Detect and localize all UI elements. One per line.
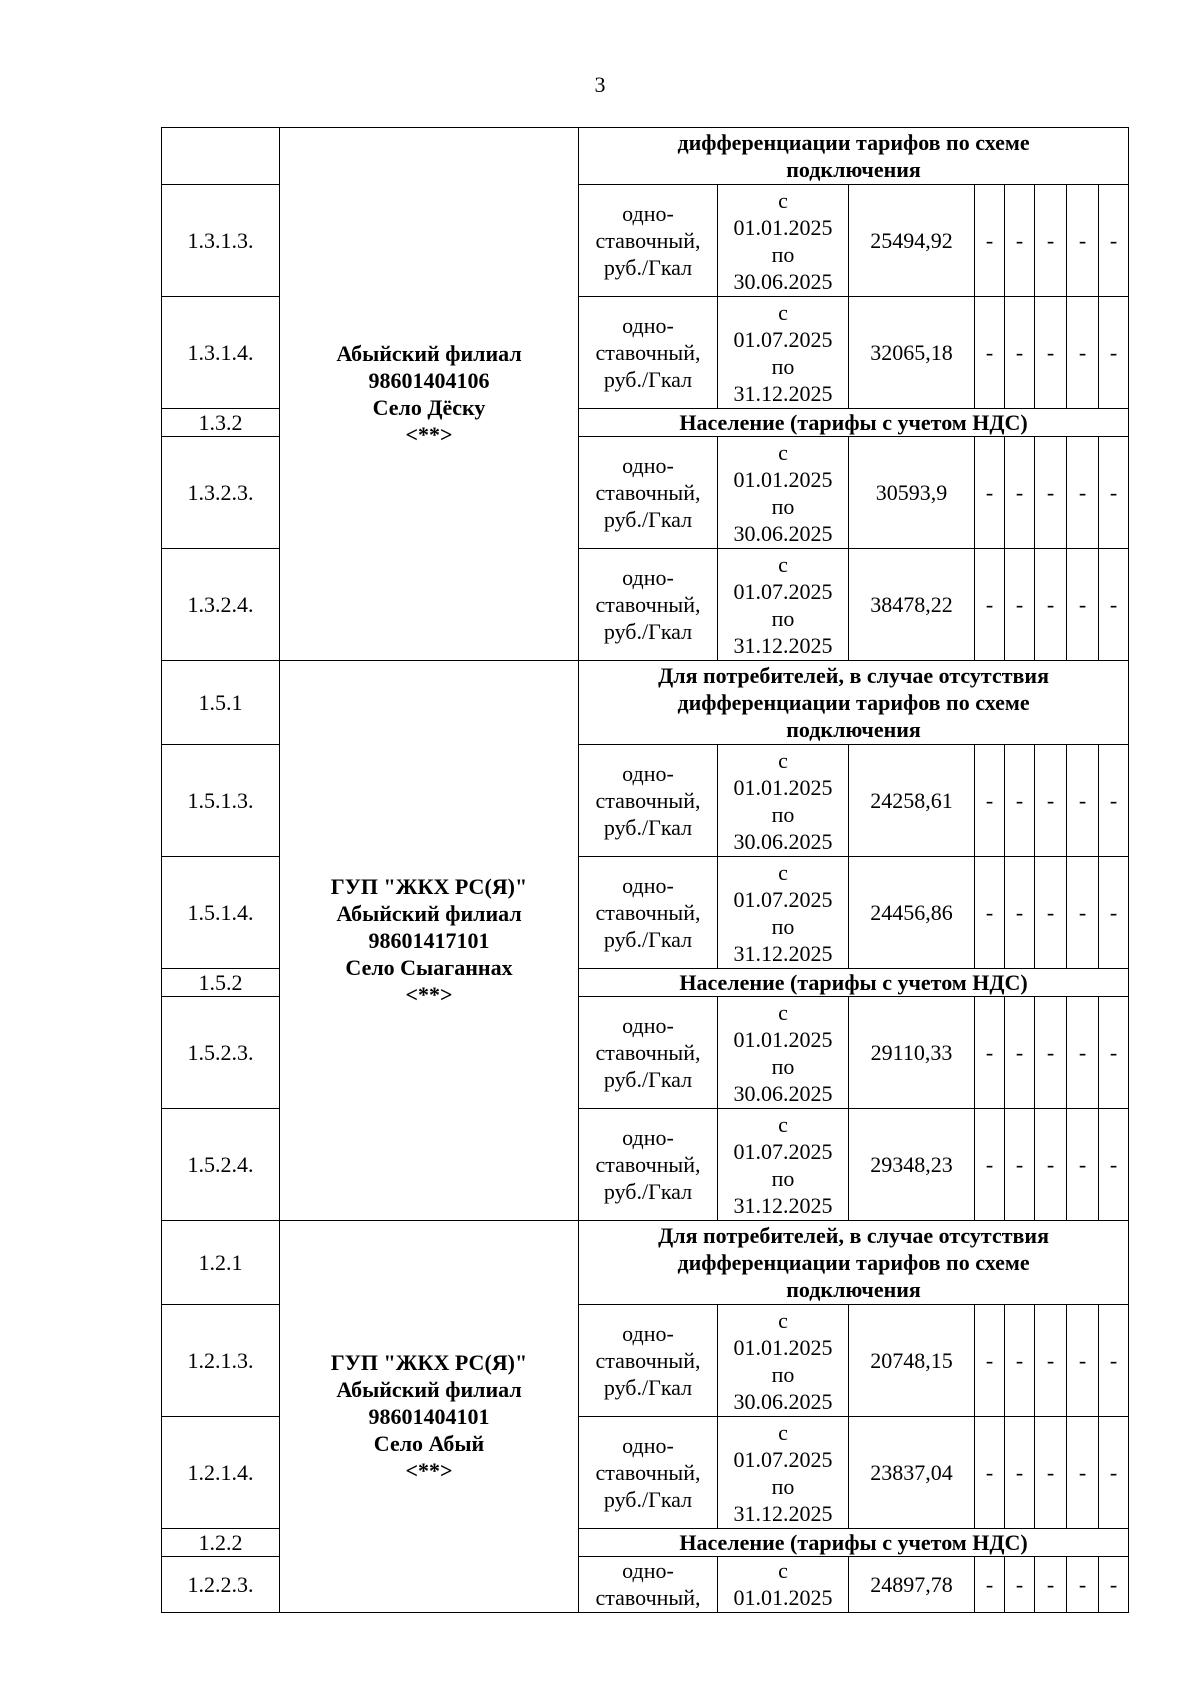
empty-value-cell: - [1035,857,1067,969]
organization-name [280,340,578,448]
cell-line: Для потребителей, в случае отсутствия [658,1223,1049,1248]
rate-type-cell [579,1417,718,1529]
cell-line: 01.01.2025 [733,1585,833,1610]
row-code-cell: 1.5.1 [162,661,280,745]
row-code-cell: 1.2.1.4. [162,1417,280,1529]
row-code-cell: 1.5.1.4. [162,857,280,969]
cell-line: ставочный, [595,592,701,617]
cell-line: по [771,605,795,631]
empty-value-cell: - [1005,1557,1035,1613]
cell-line: ставочный, [595,1348,701,1373]
empty-value-cell: - [975,549,1005,661]
cell-line: ставочный, [595,788,701,813]
cell-line: Село Абый [373,1431,485,1456]
period-cell [718,997,849,1109]
row-code-cell: 1.3.2.4. [162,549,280,661]
period-cell [718,1109,849,1221]
empty-value-cell: - [1005,997,1035,1109]
empty-value-cell: - [1067,1109,1099,1221]
cell-line: по [771,493,795,519]
row-code-cell: 1.3.1.3. [162,185,280,297]
period-cell [718,1557,849,1613]
rate-type-cell [579,297,718,409]
organization-name [280,873,578,1008]
empty-value-cell: - [1035,997,1067,1109]
empty-value-cell: - [975,1557,1005,1613]
cell-line: руб./Гкал [603,1375,693,1400]
empty-value-cell: - [1099,1109,1129,1221]
tariff-value-cell: 38478,22 [849,549,975,661]
table-row [162,128,1129,185]
tariff-value-cell: 32065,18 [849,297,975,409]
tariff-value-cell: 29348,23 [849,1109,975,1221]
empty-value-cell: - [1099,1557,1129,1613]
cell-line: Село Дёску [372,395,486,420]
cell-line: одно- [622,1125,674,1150]
cell-line: с [778,747,788,773]
row-code-cell: 1.5.2.3. [162,997,280,1109]
cell-line: 01.07.2025 [733,1446,833,1472]
row-code-cell: 1.2.1.3. [162,1305,280,1417]
empty-value-cell: - [1005,297,1035,409]
cell-line: по [771,801,795,827]
organization-cell [280,1221,579,1613]
cell-line: ставочный, [595,1040,701,1065]
rate-type-cell [579,549,718,661]
page-number: 3 [594,72,606,97]
cell-line: 01.01.2025 [733,1026,833,1052]
empty-value-cell: - [1035,437,1067,549]
period-cell [718,1305,849,1417]
cell-line: по [771,1165,795,1191]
empty-value-cell: - [1005,857,1035,969]
cell-line: руб./Гкал [603,507,693,532]
empty-value-cell: - [1035,1417,1067,1529]
cell-line: <**> [405,1458,453,1483]
cell-line: руб./Гкал [603,619,693,644]
tariff-value-cell: 30593,9 [849,437,975,549]
empty-value-cell: - [1067,1305,1099,1417]
cell-line: ставочный, [595,480,701,505]
cell-line: руб./Гкал [603,367,693,392]
period-cell [718,549,849,661]
tariff-value-cell: 29110,33 [849,997,975,1109]
section-header-cell [579,969,1129,997]
cell-line: Село Сыаганнах [345,955,513,980]
row-code-cell: 1.3.2 [162,409,280,437]
cell-line: подключения [786,717,921,742]
cell-line: руб./Гкал [603,815,693,840]
cell-line: Население (тарифы с учетом НДС) [679,970,1028,995]
cell-line: одно- [622,761,674,786]
organization-name [280,1349,578,1484]
cell-line: ГУП "ЖКХ РС(Я)" [330,1350,528,1375]
cell-line: с [778,859,788,885]
cell-line: одно- [622,1013,674,1038]
cell-line: руб./Гкал [603,1487,693,1512]
tariff-value-cell: 24456,86 [849,857,975,969]
empty-value-cell: - [1035,185,1067,297]
empty-value-cell: - [1005,1305,1035,1417]
row-code-cell: 1.5.1.3. [162,745,280,857]
empty-value-cell: - [1099,1305,1129,1417]
empty-value-cell: - [1067,997,1099,1109]
cell-line: с [778,551,788,577]
cell-line: одно- [622,565,674,590]
cell-line: по [771,1053,795,1079]
cell-line: 01.01.2025 [733,214,833,240]
empty-value-cell: - [1035,1109,1067,1221]
section-header-cell [579,1221,1129,1305]
tariff-value-cell: 24897,78 [849,1557,975,1613]
cell-line: Для потребителей, в случае отсутствия [658,663,1049,688]
table-row [162,1221,1129,1305]
section-header-cell [579,409,1129,437]
rate-type-cell [579,437,718,549]
row-code-cell [162,128,280,185]
cell-line: с [778,1558,788,1583]
row-code-cell: 1.2.1 [162,1221,280,1305]
empty-value-cell: - [1035,1557,1067,1613]
empty-value-cell: - [1035,1305,1067,1417]
empty-value-cell: - [1035,745,1067,857]
empty-value-cell: - [975,297,1005,409]
cell-line: 30.06.2025 [733,268,833,294]
cell-line: ставочный, [595,1585,701,1610]
empty-value-cell: - [1005,437,1035,549]
empty-value-cell: - [1005,549,1035,661]
cell-line: с [778,439,788,465]
empty-value-cell: - [1067,185,1099,297]
empty-value-cell: - [1067,1557,1099,1613]
cell-line: по [771,913,795,939]
cell-line: ГУП "ЖКХ РС(Я)" [330,874,528,899]
cell-line: ставочный, [595,228,701,253]
cell-line: Абыйский филиал [336,341,522,366]
cell-line: 31.12.2025 [733,1500,833,1526]
rate-type-cell [579,997,718,1109]
cell-line: <**> [405,982,453,1007]
cell-line: ставочный, [595,1152,701,1177]
cell-line: 31.12.2025 [733,632,833,658]
empty-value-cell: - [1067,437,1099,549]
cell-line: по [771,1361,795,1387]
cell-line: ставочный, [595,1460,701,1485]
cell-line: 31.12.2025 [733,380,833,406]
tariff-value-cell: 20748,15 [849,1305,975,1417]
rate-type-cell [579,1557,718,1613]
empty-value-cell: - [975,745,1005,857]
empty-value-cell: - [1099,185,1129,297]
cell-line: по [771,353,795,379]
cell-line: по [771,241,795,267]
cell-line: 01.07.2025 [733,886,833,912]
cell-line: 98601417101 [368,928,490,953]
cell-line: одно- [622,873,674,898]
cell-line: ставочный, [595,900,701,925]
empty-value-cell: - [1067,857,1099,969]
cell-line: ставочный, [595,340,701,365]
empty-value-cell: - [1099,997,1129,1109]
period-cell [718,185,849,297]
cell-line: Абыйский филиал [336,901,522,926]
cell-line: одно- [622,313,674,338]
empty-value-cell: - [1005,745,1035,857]
row-code-cell: 1.5.2 [162,969,280,997]
cell-line: с [778,299,788,325]
empty-value-cell: - [1005,185,1035,297]
cell-line: одно- [622,1433,674,1458]
cell-line: одно- [622,201,674,226]
empty-value-cell: - [975,1109,1005,1221]
cell-line: одно- [622,1321,674,1346]
cell-line: подключения [786,1277,921,1302]
section-header-cell [579,1529,1129,1557]
cell-line: Население (тарифы с учетом НДС) [679,410,1028,435]
rate-type-cell [579,857,718,969]
empty-value-cell: - [1099,437,1129,549]
empty-value-cell: - [1067,745,1099,857]
cell-line: 30.06.2025 [733,520,833,546]
empty-value-cell: - [1099,549,1129,661]
rate-type-cell [579,185,718,297]
cell-line: 31.12.2025 [733,940,833,966]
cell-line: руб./Гкал [603,1067,693,1092]
cell-line: 98601404106 [368,368,490,393]
period-cell [718,1417,849,1529]
cell-line: подключения [786,157,921,182]
empty-value-cell: - [1099,297,1129,409]
rate-type-cell [579,1109,718,1221]
empty-value-cell: - [1099,1417,1129,1529]
table-row [162,661,1129,745]
cell-line: руб./Гкал [603,1179,693,1204]
empty-value-cell: - [1099,857,1129,969]
cell-line: 01.01.2025 [733,1334,833,1360]
organization-cell [280,128,579,661]
cell-line: 01.07.2025 [733,1138,833,1164]
cell-line: дифференциации тарифов по схеме [677,130,1030,155]
cell-line: 31.12.2025 [733,1192,833,1218]
period-cell [718,297,849,409]
empty-value-cell: - [975,437,1005,549]
row-code-cell: 1.2.2 [162,1529,280,1557]
empty-value-cell: - [1035,297,1067,409]
section-header-cell [579,661,1129,745]
empty-value-cell: - [975,1417,1005,1529]
tariff-value-cell: 24258,61 [849,745,975,857]
tariff-value-cell: 23837,04 [849,1417,975,1529]
empty-value-cell: - [975,857,1005,969]
row-code-cell: 1.3.2.3. [162,437,280,549]
empty-value-cell: - [1067,1417,1099,1529]
cell-line: по [771,1473,795,1499]
cell-line: 01.01.2025 [733,466,833,492]
rate-type-cell [579,1305,718,1417]
cell-line: с [778,1307,788,1333]
cell-line: 30.06.2025 [733,828,833,854]
cell-line: <**> [405,422,453,447]
empty-value-cell: - [975,1305,1005,1417]
period-cell [718,857,849,969]
tariff-value-cell: 25494,92 [849,185,975,297]
cell-line: дифференциации тарифов по схеме [677,690,1030,715]
cell-line: Население (тарифы с учетом НДС) [679,1530,1028,1555]
row-code-cell: 1.3.1.4. [162,297,280,409]
cell-line: с [778,1419,788,1445]
empty-value-cell: - [1035,549,1067,661]
cell-line: с [778,187,788,213]
cell-line: руб./Гкал [603,255,693,280]
rate-type-cell [579,745,718,857]
cell-line: 30.06.2025 [733,1388,833,1414]
cell-line: Абыйский филиал [336,1377,522,1402]
row-code-cell: 1.2.2.3. [162,1557,280,1613]
cell-line: 01.07.2025 [733,578,833,604]
organization-cell [280,661,579,1221]
cell-line: с [778,1111,788,1137]
row-code-cell: 1.5.2.4. [162,1109,280,1221]
empty-value-cell: - [1067,297,1099,409]
cell-line: руб./Гкал [603,927,693,952]
empty-value-cell: - [975,185,1005,297]
cell-line: дифференциации тарифов по схеме [677,1250,1030,1275]
empty-value-cell: - [1099,745,1129,857]
cell-line: 01.07.2025 [733,326,833,352]
cell-line: 98601404101 [368,1404,490,1429]
cell-line: 30.06.2025 [733,1080,833,1106]
period-cell [718,437,849,549]
empty-value-cell: - [1067,549,1099,661]
empty-value-cell: - [1005,1109,1035,1221]
tariff-table [161,127,1129,1613]
cell-line: одно- [622,453,674,478]
table-body [162,128,1129,1613]
period-cell [718,745,849,857]
cell-line: с [778,999,788,1025]
section-header-cell [579,128,1129,185]
cell-line: одно- [622,1558,674,1583]
cell-line: 01.01.2025 [733,774,833,800]
empty-value-cell: - [975,997,1005,1109]
empty-value-cell: - [1005,1417,1035,1529]
